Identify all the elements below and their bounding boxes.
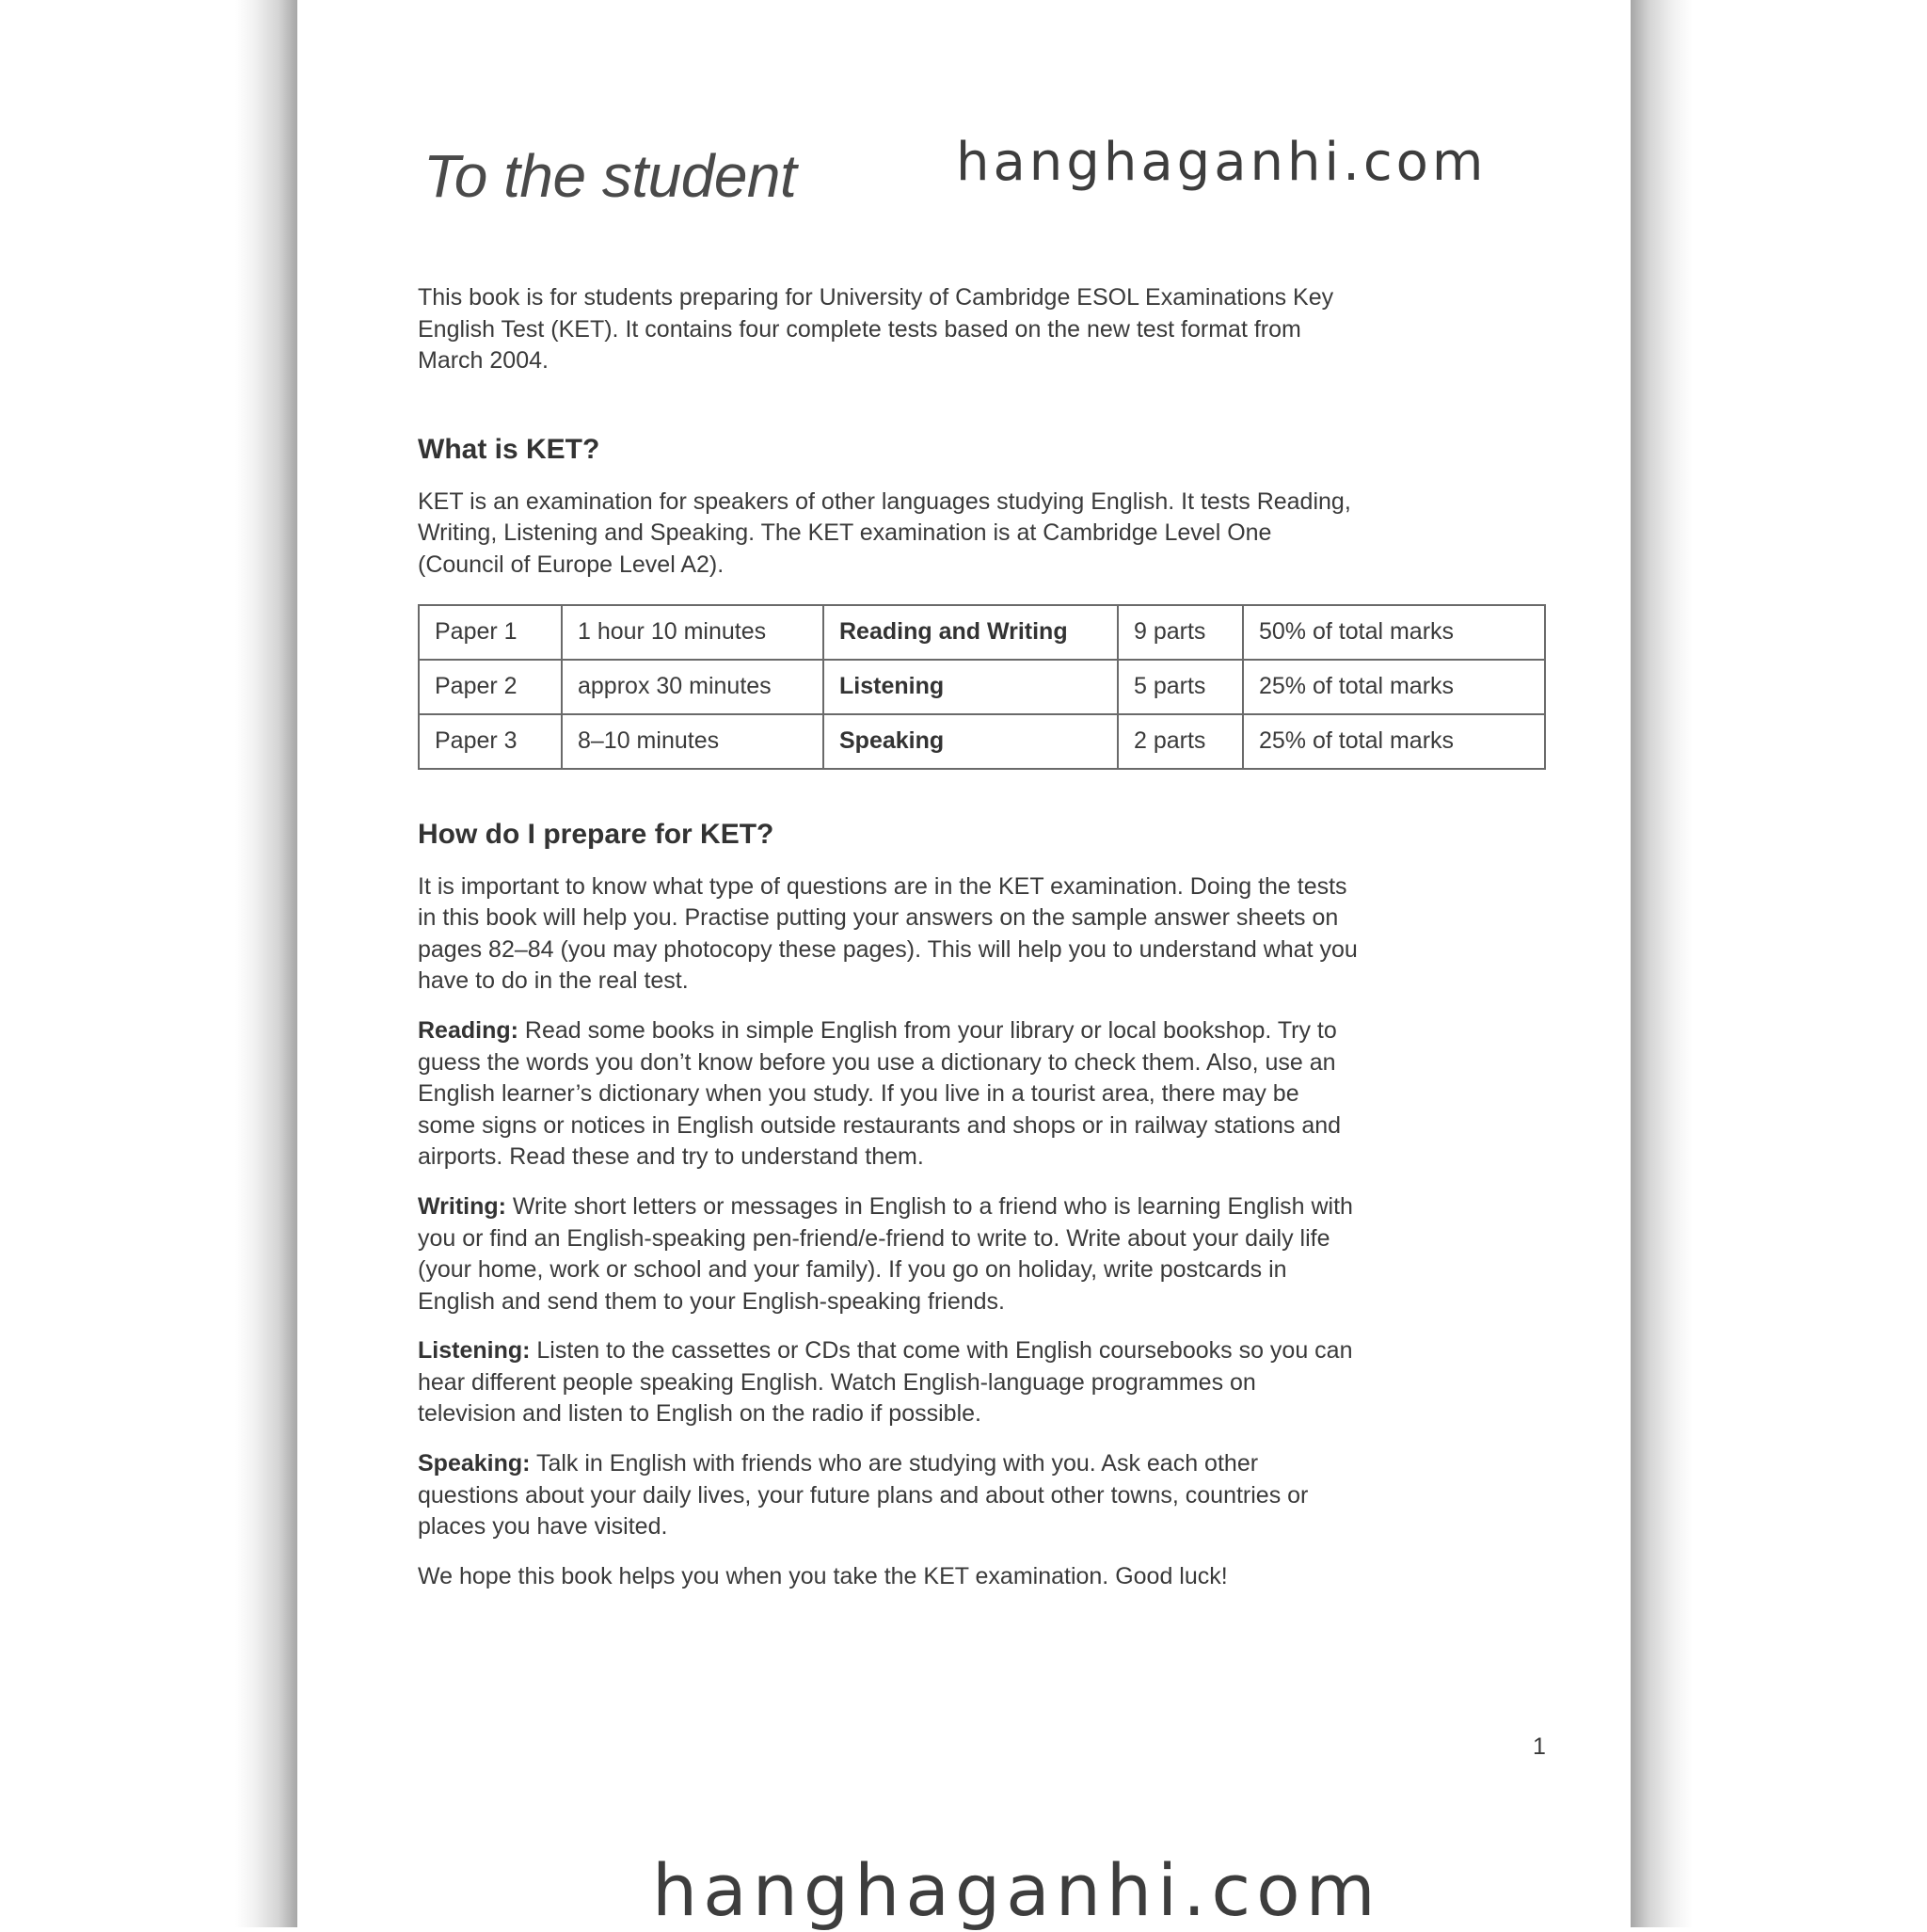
cell-weight: 25% of total marks <box>1243 660 1545 714</box>
listening-tip-text: Listen to the cassettes or CDs that come with English coursebooks so you can hear different people speaking English. Watch English-language programmes on television and listen to English on the radio if possible. <box>418 1337 1353 1428</box>
page-title: To the student <box>423 142 797 210</box>
speaking-tip-label: Speaking: <box>418 1450 531 1477</box>
listening-tip-label: Listening: <box>418 1337 531 1365</box>
cell-weight: 25% of total marks <box>1243 714 1545 769</box>
exam-papers-table <box>418 604 1546 770</box>
watermark-top: hanghaganhi.com <box>956 132 1488 193</box>
book-page <box>297 0 1631 1927</box>
what-is-ket-paragraph: KET is an examination for speakers of other languages studying English. It tests Reading, Writing, Listening and Speaking. The KET examination is at Cambridge Level One (Council of Europe Level A2). <box>418 487 1351 578</box>
table-row <box>419 605 1545 660</box>
page-number: 1 <box>1533 1733 1546 1760</box>
speaking-tip-text: Talk in English with friends who are studying with you. Ask each other questions about your daily lives, your future plans and about other towns, countries or places you have visited. <box>418 1450 1309 1541</box>
listening-tip-paragraph <box>418 1335 1359 1430</box>
page-content <box>418 282 1556 1592</box>
cell-paper: Paper 3 <box>419 714 562 769</box>
intro-paragraph: This book is for students preparing for University of Cambridge ESOL Examinations Key English Test (KET). It contains four complete tests based on the new test format from March 2004. <box>418 284 1334 375</box>
page-shadow-left <box>235 0 297 1927</box>
cell-duration: approx 30 minutes <box>562 660 823 714</box>
cell-duration: 1 hour 10 minutes <box>562 605 823 660</box>
reading-tip-text: Read some books in simple English from your library or local bookshop. Try to guess the words you don’t know before you use a dictionary to check them. Also, use an English learner’s dictionary when you study. If you live in a tourist area, there may be some signs or notices in English outside restaurants and shops or in railway stations and airports. Read these and try to understand them. <box>418 1016 1342 1171</box>
reading-tip-paragraph <box>418 1015 1359 1174</box>
cell-duration: 8–10 minutes <box>562 714 823 769</box>
cell-paper: Paper 1 <box>419 605 562 660</box>
speaking-tip-paragraph <box>418 1448 1359 1543</box>
table-row <box>419 660 1545 714</box>
cell-skill: Reading and Writing <box>823 605 1118 660</box>
section-heading-what-is-ket: What is KET? <box>418 433 600 465</box>
cell-weight: 50% of total marks <box>1243 605 1545 660</box>
page-shadow-right <box>1631 0 1693 1927</box>
closing-paragraph: We hope this book helps you when you take the KET examination. Good luck! <box>418 1562 1228 1589</box>
section-heading-how-to-prepare: How do I prepare for KET? <box>418 818 774 850</box>
watermark-bottom: hanghaganhi.com <box>652 1848 1381 1932</box>
how-to-prepare-paragraph: It is important to know what type of questions are in the KET examination. Doing the tests in this book will help you. Practise putting your answers on the sample answer sheets on pages 82–84 (you may photocopy these pages). This will help you to understand what you have to do in the real test. <box>418 872 1358 995</box>
table-row <box>419 714 1545 769</box>
cell-parts: 5 parts <box>1118 660 1243 714</box>
cell-skill: Listening <box>823 660 1118 714</box>
writing-tip-label: Writing: <box>418 1192 506 1220</box>
cell-parts: 9 parts <box>1118 605 1243 660</box>
cell-paper: Paper 2 <box>419 660 562 714</box>
writing-tip-paragraph <box>418 1191 1359 1317</box>
reading-tip-label: Reading: <box>418 1016 518 1044</box>
cell-parts: 2 parts <box>1118 714 1243 769</box>
writing-tip-text: Write short letters or messages in English to a friend who is learning English with you or find an English-speaking pen-friend/e-friend to write to. Write about your daily life (your home, work or school and your family). If you go on holiday, write postcards in English and send them to your English-speaking friends. <box>418 1192 1353 1315</box>
cell-skill: Speaking <box>823 714 1118 769</box>
